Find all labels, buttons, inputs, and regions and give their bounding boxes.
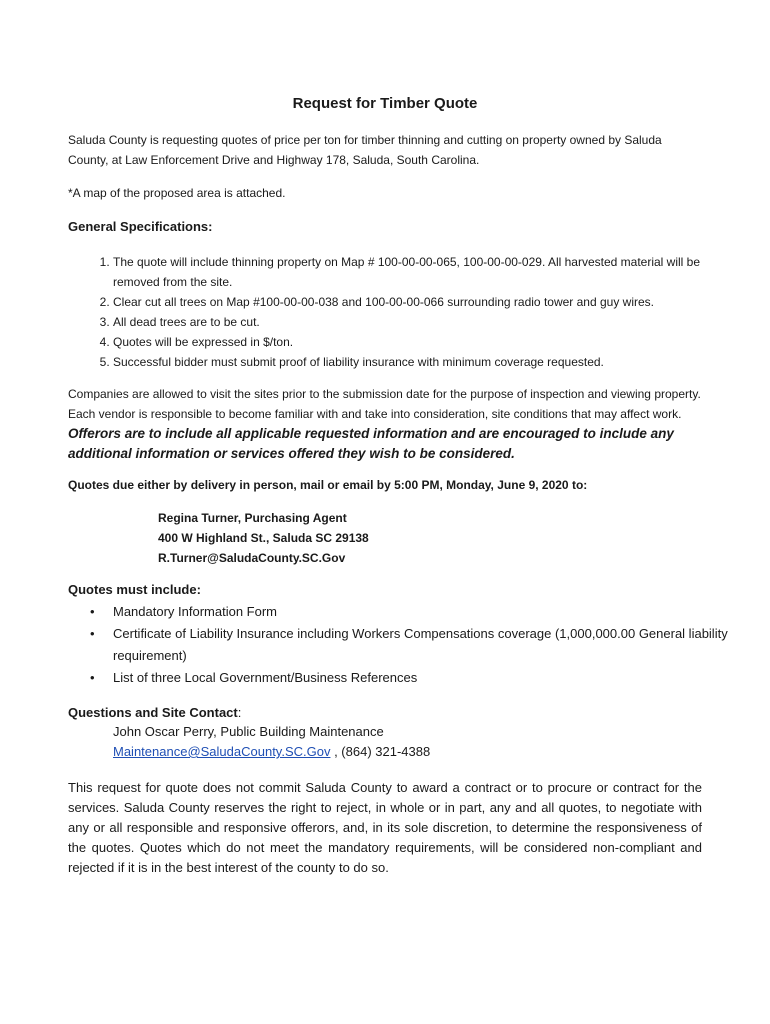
general-specifications-heading: General Specifications: — [68, 219, 213, 234]
spec-item: 5. Successful bidder must submit proof of liability insurance with minimum coverage requested. — [113, 352, 749, 372]
purchasing-agent-name: Regina Turner, Purchasing Agent — [158, 511, 347, 525]
general-specifications-list — [68, 252, 749, 372]
purchasing-agent-address: 400 W Highland St., Saluda SC 29138 — [158, 531, 369, 545]
questions-heading-colon: : — [237, 705, 242, 720]
include-item-text: Mandatory Information Form — [113, 604, 278, 619]
bullet-icon: • — [90, 670, 95, 685]
spec-item: 3. All dead trees are to be cut. — [113, 312, 749, 332]
maintenance-phone: , (864) 321-4388 — [330, 744, 431, 759]
bullet-icon: • — [90, 626, 95, 641]
include-item — [90, 667, 749, 689]
include-item-text: List of three Local Government/Business References — [113, 670, 418, 685]
quotes-due-line: Quotes due either by delivery in person, mail or email by 5:00 PM, Monday, June 9, 2020 to: — [68, 478, 588, 492]
include-item-text: Certificate of Liability Insurance including Workers Compensations coverage (1,000,000.00 General liability requirement) — [113, 626, 728, 663]
include-item — [90, 623, 749, 667]
quotes-must-include-list — [68, 601, 749, 689]
site-visit-text: Companies are allowed to visit the sites prior to the submission date for the purpose of inspection and viewing property. Each vendor is responsible to become familiar with and take into consideration, site conditions that may affect work. — [68, 387, 701, 421]
maintenance-contact-person: John Oscar Perry, Public Building Maintenance — [113, 724, 384, 739]
questions-heading-text: Questions and Site Contact — [68, 705, 238, 720]
spec-item: 4. Quotes will be expressed in $/ton. — [113, 332, 749, 352]
include-item — [90, 601, 749, 623]
questions-site-contact-heading — [68, 703, 241, 723]
spec-item: 1. The quote will include thinning property on Map # 100-00-00-065, 100-00-00-029. All harvested material will be removed from the site. — [113, 252, 749, 292]
intro-paragraph: Saluda County is requesting quotes of price per ton for timber thinning and cutting on property owned by Saluda County, at Law Enforcement Drive and Highway 178, Saluda, South Carolina. — [68, 133, 662, 167]
maintenance-contact-line — [113, 742, 430, 762]
spec-item: 2. Clear cut all trees on Map #100-00-00-038 and 100-00-00-066 surrounding radio tower and guy wires. — [113, 292, 749, 312]
site-visit-emphasis: Offerors are to include all applicable requested information and are encouraged to include any additional information or services offered they wish to be considered. — [68, 426, 674, 461]
bullet-icon: • — [90, 604, 95, 619]
maintenance-email-link[interactable]: Maintenance@SaludaCounty.SC.Gov — [113, 744, 331, 759]
disclaimer-paragraph: This request for quote does not commit Saluda County to award a contract or to procure or contract for the services. Saluda County reserves the right to reject, in whole or in part, any and all quotes, to negotiate with any or all responsible and responsive offerors, and, in its sole discretion, to determine the responsiveness of the quotes. Quotes which do not meet the mandatory requirements, will be considered non-compliant and rejected if it is in the best interest of the county to do so. — [68, 780, 702, 875]
quotes-must-include-heading: Quotes must include: — [68, 582, 201, 597]
map-note: *A map of the proposed area is attached. — [68, 186, 286, 200]
document-title: Request for Timber Quote — [292, 95, 478, 112]
purchasing-agent-email: R.Turner@SaludaCounty.SC.Gov — [158, 551, 346, 565]
site-visit-paragraph — [68, 384, 704, 464]
